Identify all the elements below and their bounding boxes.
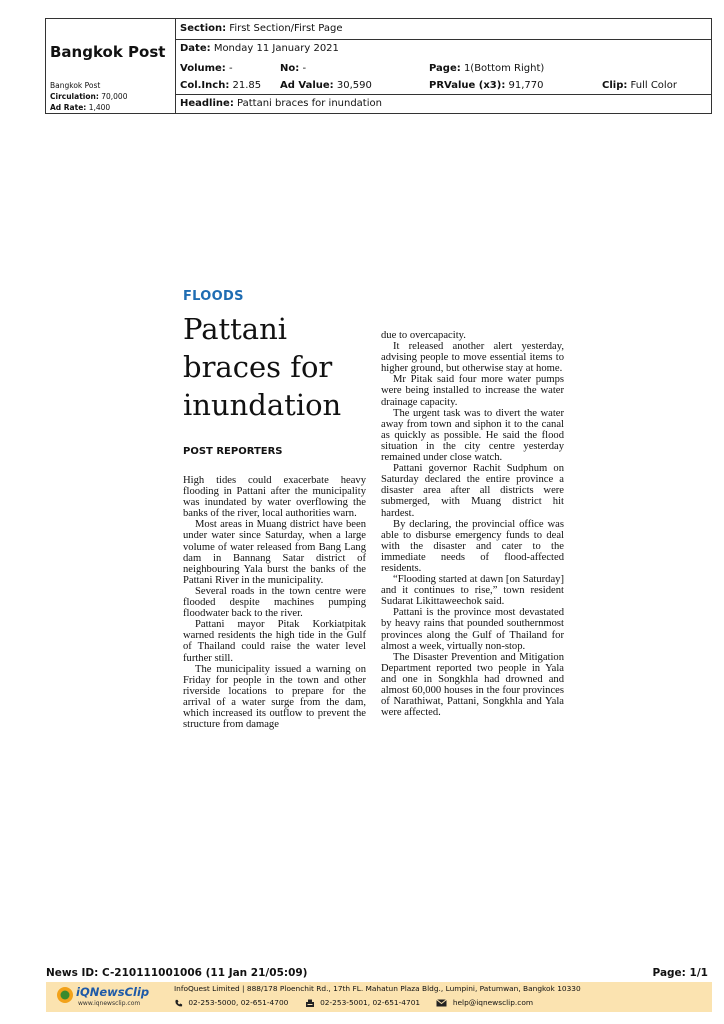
- paragraph: Pattani is the province most devastated by heavy rains that pounded southernmost provinces along the Gulf of Thailand for almost a week, virtually non-stop.: [381, 607, 564, 652]
- fax-contact: [305, 998, 423, 1007]
- section-value: First Section/First Page: [229, 23, 343, 34]
- publication-title: Bangkok Post: [50, 43, 166, 61]
- phone-contact: [174, 998, 291, 1007]
- headline-row: Headline: Pattani braces for inundation: [180, 98, 382, 109]
- adval-value: 30,590: [336, 80, 372, 91]
- date-row: Date: Monday 11 January 2021: [180, 43, 339, 54]
- colinch-value: 21.85: [232, 80, 262, 91]
- fax-numbers: 02-253-5001, 02-651-4701: [320, 998, 421, 1007]
- clip-value: Full Color: [630, 80, 677, 91]
- paragraph: The Disaster Prevention and Mitigation Department reported two people in Yala and one in Songkhla had drowned and almost 60,000 houses in the four provinces of Narathiwat, Pattani, Songkhla and Yala were affected.: [381, 651, 564, 719]
- email-address[interactable]: help@iqnewsclip.com: [452, 998, 534, 1007]
- article-column-1: [183, 475, 366, 730]
- prvalue-value: 91,770: [508, 80, 544, 91]
- publication-name-small: Bangkok Post: [50, 81, 101, 90]
- contact-info: [174, 998, 547, 1008]
- company-address: InfoQuest Limited | 888/178 Ploenchit Rd., 17th FL. Mahatun Plaza Bldg., Lumpini, Patumwan, Bangkok 10330: [174, 984, 581, 993]
- phone-numbers: 02-253-5000, 02-651-4700: [188, 998, 289, 1007]
- paragraph: Pattani governor Rachit Sudphum on Saturday declared the entire province a disaster area after all districts were submerged, with Muang district hit hardest.: [381, 463, 564, 519]
- paragraph: High tides could exacerbate heavy flooding in Pattani after the municipality was inundated by water overflowing the banks of the river, local authorities warn.: [183, 475, 366, 520]
- date-value: Monday 11 January 2021: [213, 43, 339, 54]
- paragraph: Mr Pitak said four more water pumps were being installed to increase the water drainage capacity.: [381, 374, 564, 408]
- volume-row: Volume: - No: - Page: 1(Bottom Right): [180, 63, 545, 74]
- article-headline: Pattani braces for inundation: [183, 312, 342, 422]
- fax-icon: [305, 999, 315, 1008]
- paragraph: It released another alert yesterday, advising people to move essential items to higher ground, but otherwise stay at home.: [381, 341, 564, 375]
- paragraph: Several roads in the town centre were flooded despite machines pumping floodwater back to the river.: [183, 585, 366, 620]
- article-byline: POST REPORTERS: [183, 446, 283, 457]
- phone-icon: [174, 999, 183, 1008]
- no-value: -: [302, 63, 307, 74]
- article-section-label: FLOODS: [183, 289, 244, 304]
- volume-value: -: [229, 63, 233, 74]
- paragraph: Pattani mayor Pitak Korkiatpitak warned residents the high tide in the Gulf of Thailand could raise the water level further still.: [183, 619, 366, 664]
- publication-panel: [46, 19, 176, 113]
- ad-rate: Ad Rate: 1,400: [50, 103, 111, 112]
- logo-url: www.iqnewsclip.com: [78, 1000, 141, 1007]
- paragraph: The urgent task was to divert the water away from town and siphon it to the canal as quickly as possible. He said the flood situation in the city centre yesterday remained under close watch.: [381, 407, 564, 464]
- news-id: News ID: C-210111001006 (11 Jan 21/05:09): [46, 967, 308, 979]
- logo-name: iQNewsClip: [76, 985, 150, 999]
- clip-header: [45, 18, 712, 114]
- mail-icon: [436, 999, 447, 1007]
- paragraph: The municipality issued a warning on Friday for people in the town and other riverside locations to prepare for the arrival of a water surge from the dam, which increased its outflow to prevent the structure from damage: [183, 663, 366, 731]
- circulation: Circulation: 70,000: [50, 92, 128, 101]
- newsclip-logo-icon: [56, 986, 74, 1004]
- headline-value: Pattani braces for inundation: [237, 98, 382, 109]
- article-column-2: [381, 330, 564, 718]
- paragraph: due to overcapacity.: [381, 330, 466, 341]
- section-row: Section: First Section/First Page: [176, 19, 712, 40]
- paragraph: By declaring, the provincial office was able to disburse emergency funds to deal with the disaster and cater to the immediate needs of flood-affected residents.: [381, 518, 564, 574]
- page-number: Page: 1/1: [652, 967, 708, 979]
- paragraph: Most areas in Muang district have been under water since Saturday, when a large volume of water released from Bang Lang dam in Bannang Satar district of neighbouring Yala burst the banks of the Pattani River in the municipality.: [183, 519, 366, 586]
- iqnewsclip-logo[interactable]: [56, 983, 166, 1011]
- value-row: Col.Inch: 21.85 Ad Value: 30,590 PRValue (x3): 91,770 Clip: Full Color: [176, 78, 712, 95]
- email-contact[interactable]: [436, 998, 533, 1007]
- page-value: 1(Bottom Right): [463, 63, 545, 74]
- paragraph: “Flooding started at dawn [on Saturday] and it continues to rise,” town resident Sudarat Likittaweechok said.: [381, 574, 564, 608]
- footer-bar: [46, 982, 712, 1012]
